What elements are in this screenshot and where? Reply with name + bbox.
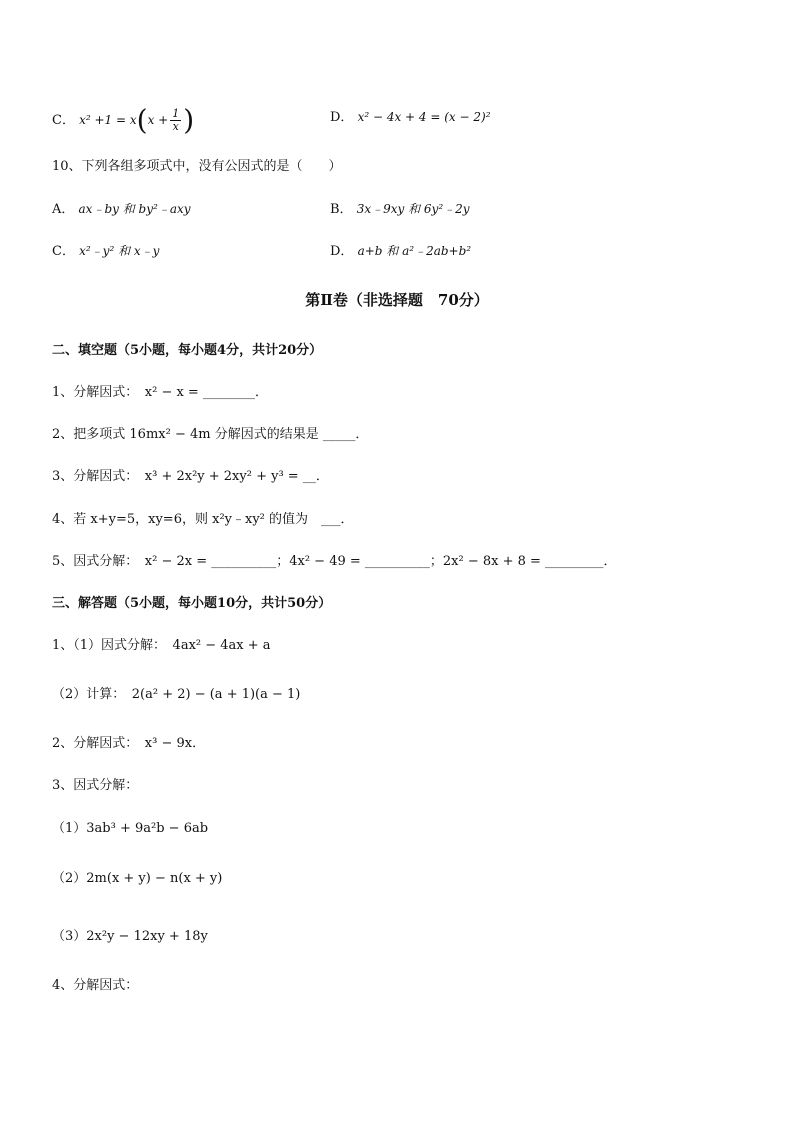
- q10-stem: 10、下列各组多项式中，没有公因式的是（ ）: [52, 159, 342, 174]
- fraction: [170, 108, 181, 133]
- section3-item-3: 3、因式分解：: [52, 778, 139, 793]
- section2-item-1: 1、分解因式： x² − x = ________．: [52, 385, 268, 400]
- section3-item-2: 2、分解因式： x³ − 9x．: [52, 736, 206, 751]
- section3-item-4: 4、分解因式：: [52, 978, 139, 993]
- option-expression: ax﹣by 和 by²﹣axy: [78, 202, 191, 216]
- section2-heading: 二、填空题（5小题，每小题4分，共计20分）: [52, 343, 323, 358]
- q10-option-c: [52, 244, 159, 260]
- option-label: C．: [52, 244, 75, 259]
- fraction-numerator: 1: [172, 107, 180, 120]
- section3-item-1-2: （2）计算： 2(a² + 2) − (a + 1)(a − 1): [52, 687, 301, 702]
- option-expression: a+b 和 a²﹣2ab+b²: [357, 244, 472, 258]
- option-label: C．: [52, 113, 75, 128]
- section3-heading: 三、解答题（5小题，每小题10分，共计50分）: [52, 596, 332, 611]
- section3-item-3-3: （3）2x²y − 12xy + 18y: [52, 929, 208, 944]
- q10-option-b: [330, 202, 470, 218]
- expr-left: x² +1 = x: [79, 113, 137, 127]
- part2-title: 第Ⅱ卷（非选择题 70分）: [305, 291, 489, 309]
- section2-item-3: 3、分解因式： x³ + 2x²y + 2xy² + y³ = __．: [52, 469, 329, 484]
- option-label: B．: [330, 202, 353, 217]
- q9-option-d: [330, 110, 491, 126]
- q9-option-c: [52, 103, 195, 137]
- option-label: D．: [330, 244, 354, 259]
- section2-item-2: 2、把多项式 16mx² − 4m 分解因式的结果是 _____．: [52, 427, 369, 442]
- paren-close: ): [183, 103, 195, 137]
- section3-item-3-1: （1）3ab³ + 9a²b − 6ab: [52, 821, 209, 836]
- option-expression: x² − 4x + 4 = (x − 2)²: [357, 110, 491, 124]
- section3-item-1-1: 1、（1）因式分解： 4ax² − 4ax + a: [52, 638, 271, 653]
- option-expression: 3x﹣9xy 和 6y²﹣2y: [356, 202, 470, 216]
- fraction-denominator: x: [172, 120, 179, 133]
- option-label: D．: [330, 110, 354, 125]
- q10-option-a: [52, 202, 191, 218]
- section3-item-3-2: （2）2m(x + y) − n(x + y): [52, 871, 223, 886]
- option-expression: [79, 103, 195, 137]
- option-expression: x²﹣y² 和 x﹣y: [79, 244, 160, 258]
- section2-item-5: 5、因式分解： x² − 2x = __________；4x² − 49 = __________；2x² − 8x + 8 = _________．: [52, 554, 617, 569]
- q10-option-d: [330, 244, 471, 260]
- paren-open: (: [136, 103, 148, 137]
- section2-item-4: 4、若 x+y=5，xy=6，则 x²y﹣xy² 的值为 ___．: [52, 512, 354, 527]
- expr-inner: x +: [147, 113, 169, 127]
- option-label: A．: [52, 202, 75, 217]
